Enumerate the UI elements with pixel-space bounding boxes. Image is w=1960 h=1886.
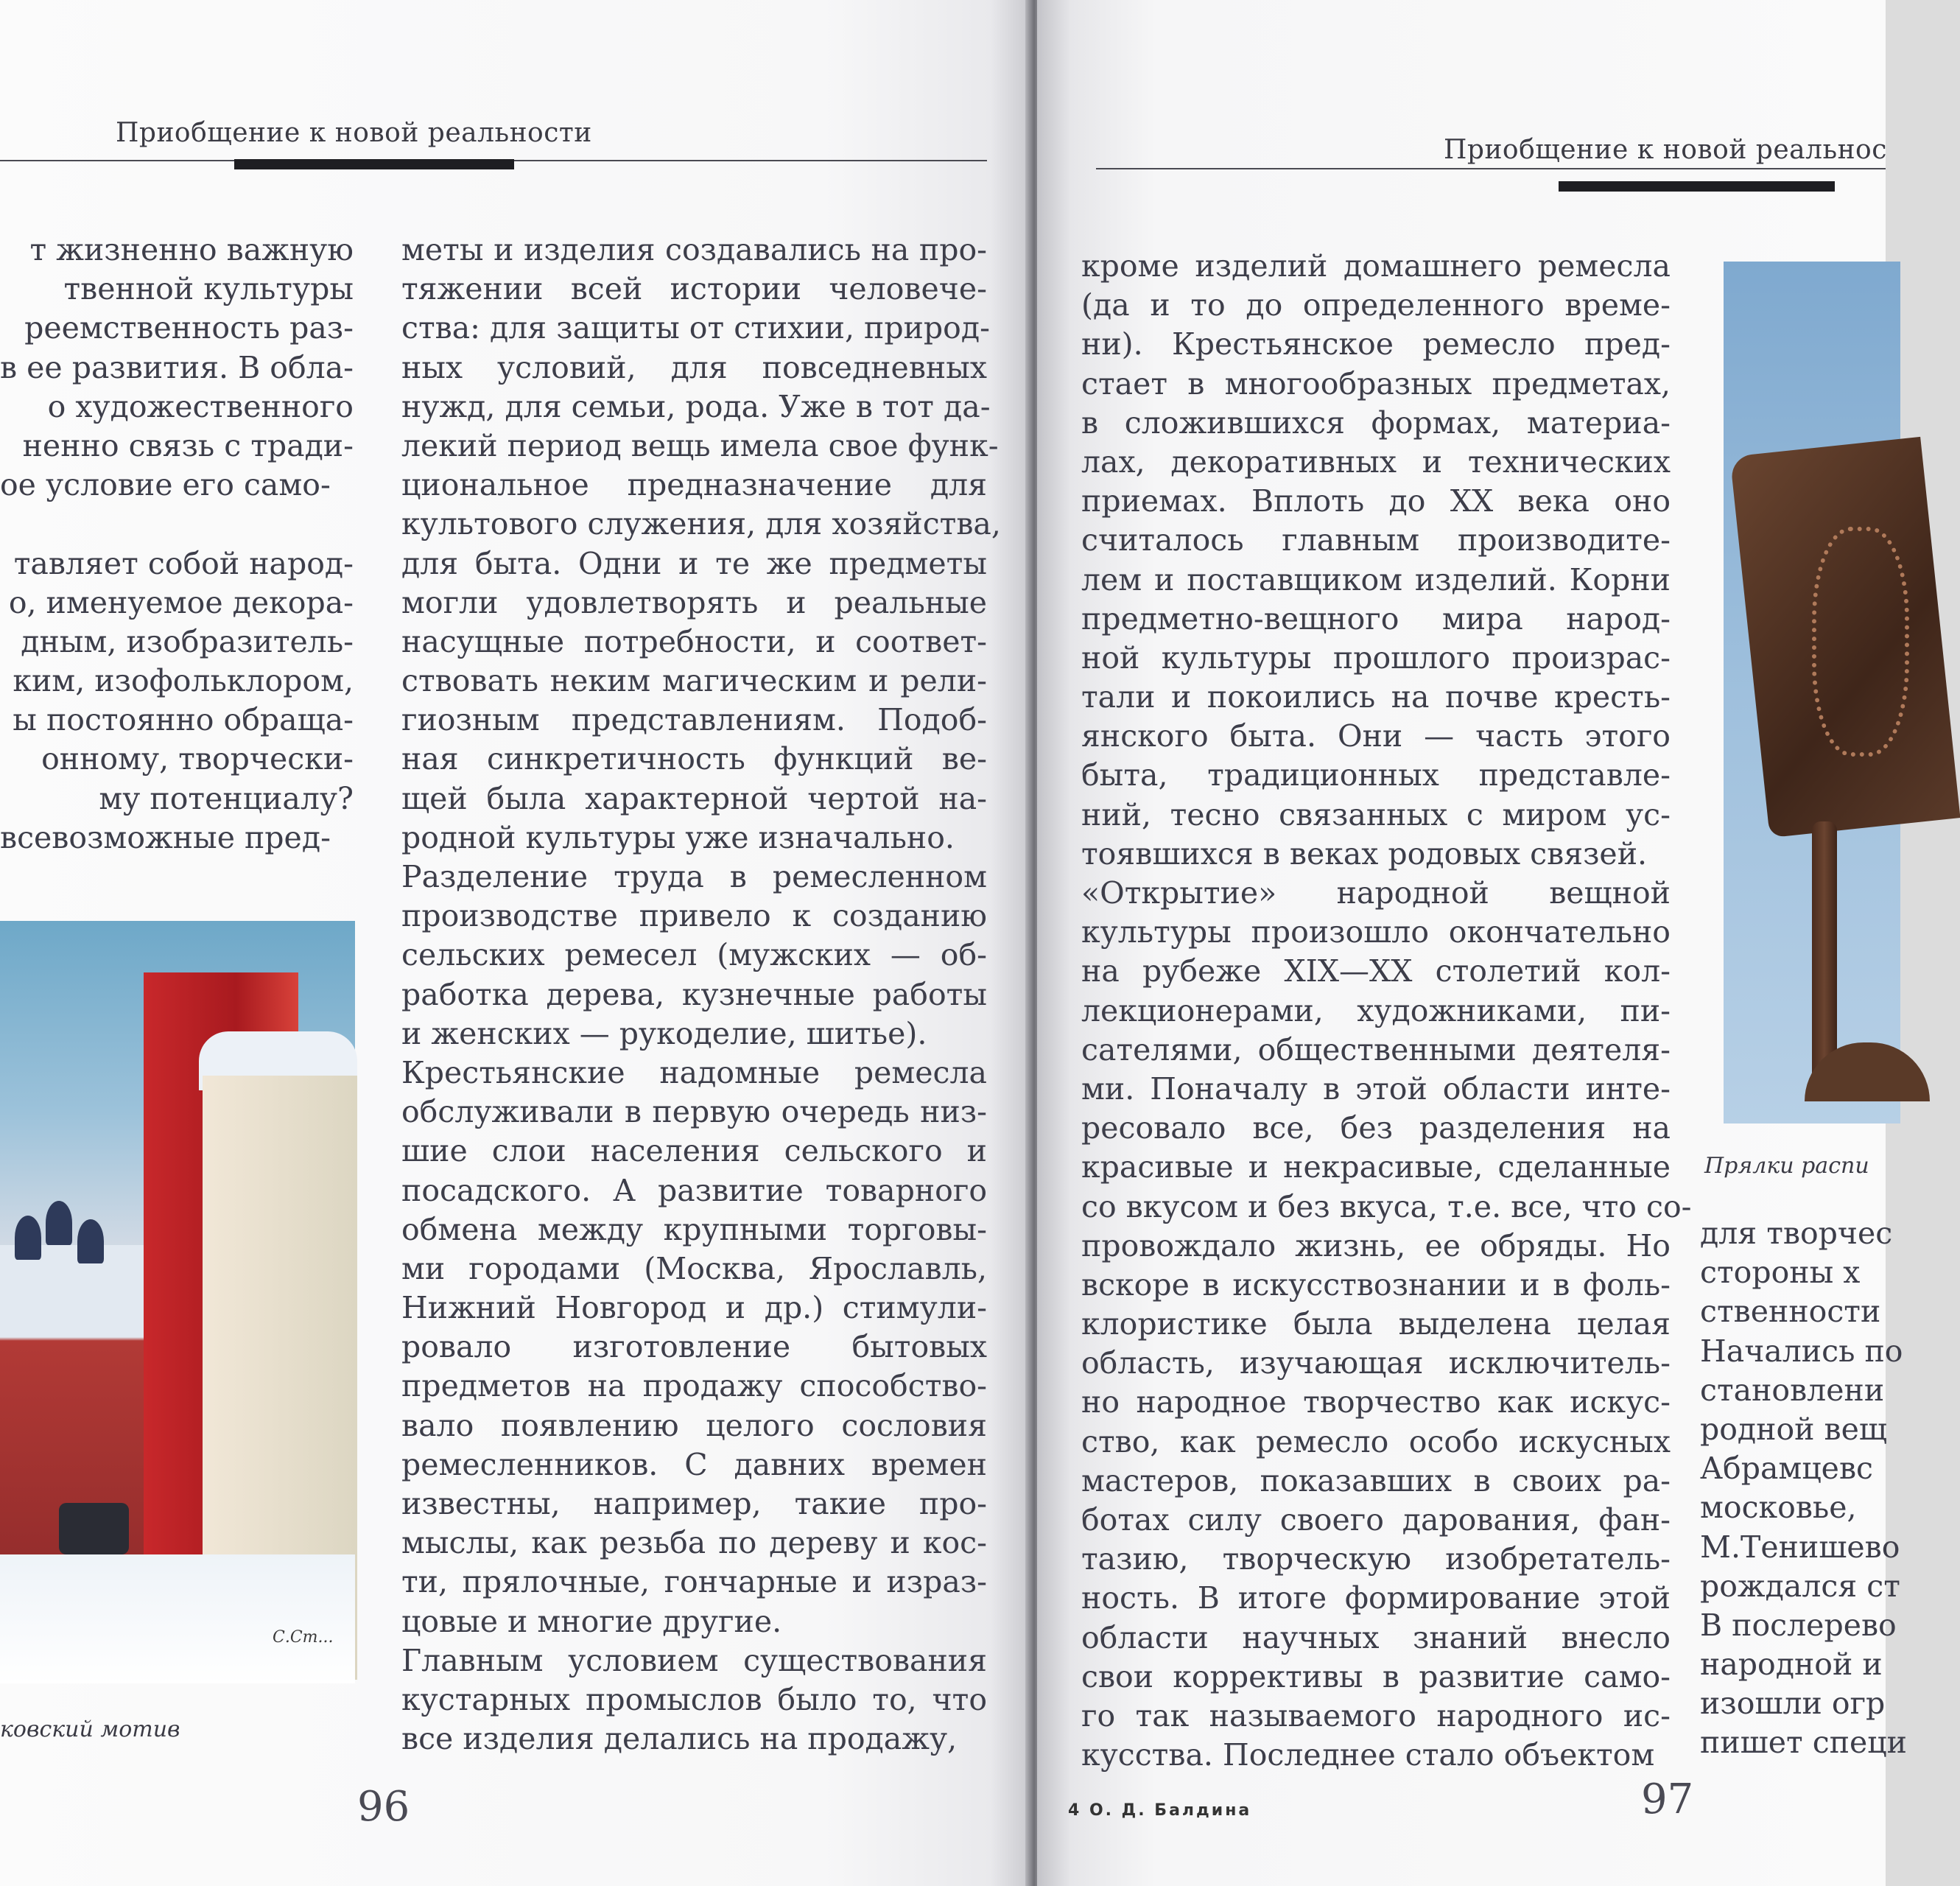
text-line: лекционерами, художниками, пи- xyxy=(1081,992,1671,1028)
text-line: провождало жизнь, ее обряды. Но xyxy=(1081,1227,1671,1263)
painting-dome xyxy=(77,1219,104,1263)
text-line: считалось главным производите- xyxy=(1081,522,1671,558)
text-line: все изделия делались на продажу, xyxy=(401,1721,958,1757)
text-line: предметов на продажу способство- xyxy=(401,1368,987,1404)
text-line: Крестьянские надомные ремесла xyxy=(401,1054,987,1090)
text-line: тазию, творческую изобретатель- xyxy=(1081,1541,1671,1577)
right-column-a xyxy=(1081,247,1692,1775)
right-column-b xyxy=(1700,1214,1907,1763)
text-line: Нижний Новгород и др.) стимули- xyxy=(401,1290,987,1326)
text-line: для творчес xyxy=(1700,1216,1893,1251)
text-line: циональное предназначение для xyxy=(401,467,987,503)
text-line: клористике была выделена целая xyxy=(1081,1306,1671,1342)
text-line: ти, прялочные, гончарные и израз- xyxy=(401,1564,987,1600)
text-line: о, именуемое декора- xyxy=(8,584,354,620)
text-line: ний, тесно связанных с миром ус- xyxy=(1081,796,1671,832)
text-line: тоявшихся в веках родовых связей. xyxy=(1081,835,1648,872)
text-line: производстве привело к созданию xyxy=(401,898,987,934)
text-line: рождался ст xyxy=(1700,1568,1900,1604)
text-line: в сложившихся формах, материа- xyxy=(1081,404,1671,441)
text-line: изошли огр xyxy=(1700,1686,1886,1722)
text-line: Абрамцевс xyxy=(1700,1451,1873,1487)
text-line: нужд, для семьи, рода. Уже в тот да- xyxy=(401,388,991,424)
text-line: кусства. Последнее стало объектом xyxy=(1081,1737,1655,1773)
text-line: цовые и многие другие. xyxy=(401,1603,782,1639)
right-page-number: 97 xyxy=(1641,1775,1694,1823)
painting-signature: С.Ст... xyxy=(273,1628,334,1647)
text-line: ство, как ремесло особо искусных xyxy=(1081,1423,1671,1459)
painting-snow xyxy=(0,1554,355,1683)
text-line xyxy=(0,505,354,544)
text-line: меты и изделия создавались на про- xyxy=(401,232,987,267)
left-column-a xyxy=(0,231,354,858)
text-line: московье, xyxy=(1700,1490,1857,1526)
left-column-b xyxy=(401,231,1001,1759)
left-caption: ковский мотив xyxy=(0,1717,180,1742)
text-line: красивые и некрасивые, сделанные xyxy=(1081,1149,1671,1185)
text-line: приемах. Вплоть до XX века оно xyxy=(1081,483,1671,519)
text-line: тавляет собой народ- xyxy=(13,545,354,581)
text-line: ства: для защиты от стихии, природ- xyxy=(401,310,990,346)
text-line: о художественного xyxy=(47,388,354,424)
text-line: быта, традиционных представле- xyxy=(1081,757,1671,793)
text-line: ое условие его само- xyxy=(0,467,331,503)
text-line: сельских ремесел (мужских — об- xyxy=(401,937,987,973)
text-line: ботах силу своего дарования, фан- xyxy=(1081,1502,1671,1538)
text-line: го так называемого народного ис- xyxy=(1081,1697,1671,1733)
text-line: М.Тенишево xyxy=(1700,1529,1900,1565)
text-line: онному, творчески- xyxy=(41,741,354,777)
text-line: свои коррективы в развитие само- xyxy=(1081,1658,1671,1694)
text-line: щей была характерной чертой на- xyxy=(401,780,987,816)
text-line: ми. Поначалу в этой области инте- xyxy=(1081,1070,1671,1107)
text-line: работка дерева, кузнечные работы xyxy=(401,976,987,1012)
text-line: (да и то до определенного време- xyxy=(1081,287,1671,323)
painting-dome xyxy=(46,1201,72,1245)
text-line: ная синкретичность функций ве- xyxy=(401,741,987,777)
text-line: ремесленников. С давних времен xyxy=(401,1446,987,1482)
text-line: ных условий, для повседневных xyxy=(401,349,987,385)
text-line: твенной культуры xyxy=(63,271,354,307)
text-line: ресовало все, без разделения на xyxy=(1081,1110,1671,1146)
text-line: Разделение труда в ремесленном xyxy=(401,859,987,894)
text-line: ровало изготовление бытовых xyxy=(401,1329,987,1365)
text-line: тали и покоились на почве кресть- xyxy=(1081,679,1671,715)
text-line: могли удовлетворять и реальные xyxy=(401,584,987,620)
text-line: мастеров, показавших в своих ра- xyxy=(1081,1462,1671,1498)
text-line: ственности xyxy=(1700,1294,1881,1330)
photo-distaff-stem xyxy=(1812,821,1837,1087)
text-line: родной вещ xyxy=(1700,1411,1888,1447)
text-line: Начались по xyxy=(1700,1333,1903,1369)
text-line: пишет специ xyxy=(1700,1725,1907,1761)
right-running-head: Приобщение к новой реальнос xyxy=(1444,135,1887,165)
painting-dome xyxy=(15,1216,41,1260)
text-line: ы постоянно обраща- xyxy=(13,702,354,738)
left-page-number: 96 xyxy=(357,1783,410,1831)
photo-painted-ornament xyxy=(1812,527,1909,757)
text-line: янского быта. Они — часть этого xyxy=(1081,718,1671,754)
text-line: всевозможные пред- xyxy=(0,819,331,855)
text-line: сателями, общественными деятеля- xyxy=(1081,1031,1671,1068)
text-line: Главным условием существования xyxy=(401,1642,987,1678)
text-line: и женских — рукоделие, шитье). xyxy=(401,1015,927,1051)
text-line: му потенциалу? xyxy=(99,780,354,816)
text-line: в ее развития. В обла- xyxy=(0,349,354,385)
text-line: ким, изофольклором, xyxy=(13,663,354,699)
printer-signature-mark: 4 О. Д. Балдина xyxy=(1068,1801,1252,1820)
text-line: культуры произошло окончательно xyxy=(1081,914,1671,950)
text-line: посадского. А развитие товарного xyxy=(401,1172,987,1208)
left-running-head: Приобщение к новой реальности xyxy=(116,118,592,148)
text-line: предметно-вещного мира народ- xyxy=(1081,600,1671,637)
text-line: обмена между крупными торговы- xyxy=(401,1211,987,1247)
text-line: родной культуры уже изначально. xyxy=(401,819,955,855)
text-line: народной и xyxy=(1700,1647,1883,1683)
text-line: лекий период вещь имела свое функ- xyxy=(401,427,999,463)
painting-moscow-motif xyxy=(0,921,355,1683)
text-line: стает в многообразных предметах, xyxy=(1081,365,1671,402)
text-line: лах, декоративных и технических xyxy=(1081,444,1671,480)
text-line: вскоре в искусствознании и в фоль- xyxy=(1081,1266,1671,1303)
text-line: на рубеже XIX—XX столетий кол- xyxy=(1081,953,1671,989)
text-line: т жизненно важную xyxy=(29,232,354,267)
text-line: культового служения, для хозяйства, xyxy=(401,506,1001,542)
text-line: В послерево xyxy=(1700,1607,1897,1643)
text-line: мыслы, как резьба по дереву и кос- xyxy=(401,1525,987,1561)
text-line: для быта. Одни и те же предметы xyxy=(401,545,987,581)
text-line: «Открытие» народной вещной xyxy=(1081,875,1671,911)
text-line: лем и поставщиком изделий. Корни xyxy=(1081,561,1671,597)
left-header-bar xyxy=(234,159,514,169)
painting-car xyxy=(59,1503,129,1554)
text-line: ненно связь с тради- xyxy=(22,427,354,463)
text-line: но народное творчество как искус- xyxy=(1081,1384,1671,1420)
text-line: стороны х xyxy=(1700,1255,1861,1291)
text-line: известны, например, такие про- xyxy=(401,1486,987,1521)
text-line: области научных знаний внесло xyxy=(1081,1619,1671,1655)
text-line: со вкусом и без вкуса, т.е. все, что со- xyxy=(1081,1188,1692,1224)
text-line: вало появлению целого сословия xyxy=(401,1407,987,1443)
text-line: кустарных промыслов было то, что xyxy=(401,1681,987,1717)
text-line: становлени xyxy=(1700,1372,1885,1408)
text-line: ной культуры прошлого произрас- xyxy=(1081,639,1671,676)
text-line: насущные потребности, и соответ- xyxy=(401,623,987,659)
text-line: ность. В итоге формирование этой xyxy=(1081,1580,1671,1616)
text-line: ствовать неким магическим и рели- xyxy=(401,663,987,699)
text-line: ми городами (Москва, Ярославль, xyxy=(401,1250,987,1286)
right-caption: Прялки распи xyxy=(1704,1153,1869,1179)
text-line: кроме изделий домашнего ремесла xyxy=(1081,248,1671,284)
text-line: область, изучающая исключитель- xyxy=(1081,1345,1671,1381)
text-line: шие слои населения сельского и xyxy=(401,1133,987,1169)
text-line: гиозным представлениям. Подоб- xyxy=(401,702,987,738)
text-line: реемственность раз- xyxy=(24,310,354,346)
right-header-bar xyxy=(1559,181,1835,192)
text-line: ни). Крестьянское ремесло пред- xyxy=(1081,326,1671,362)
text-line: дным, изобразитель- xyxy=(21,623,354,659)
text-line: обслуживали в первую очередь низ- xyxy=(401,1094,987,1130)
right-header-rule xyxy=(1096,168,1886,169)
text-line: тяжении всей истории человече- xyxy=(401,271,987,307)
spinning-wheel-photo xyxy=(1724,262,1900,1123)
